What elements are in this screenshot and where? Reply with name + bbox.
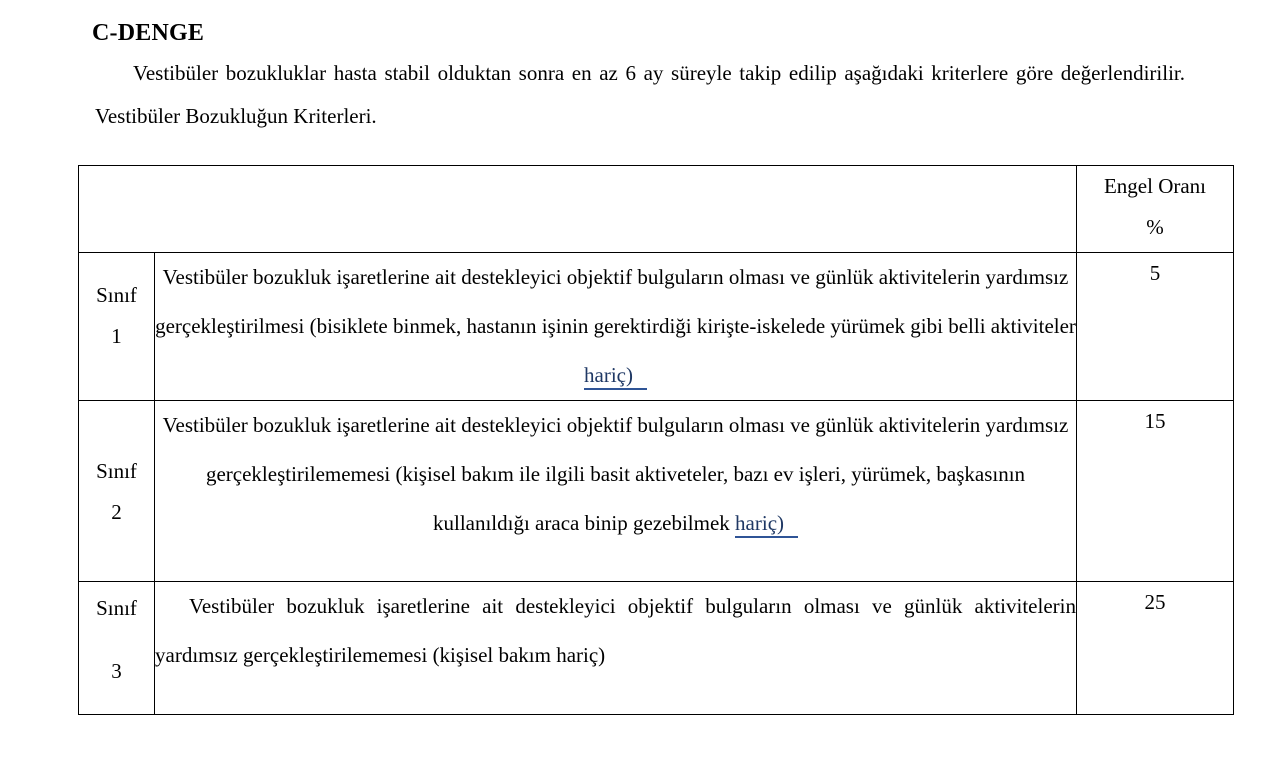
description-text: Vestibüler bozukluk işaretlerine ait destekleyici objektif bulguların olması ve günlük aktivitelerin yardımsız gerçekleştirilememesi (kişisel bakım hariç) [155,594,1076,667]
description-cell-3 [155,582,1077,715]
description-cell-2 [155,401,1077,582]
section-heading: C-DENGE [92,20,205,46]
table-row [79,253,1234,401]
rate-cell-1: 5 [1077,253,1234,401]
header-rate-label: Engel Oranı [1103,174,1207,198]
criteria-table [78,165,1234,715]
description-text: Vestibüler bozukluk işaretlerine ait destekleyici objektif bulguların olması ve günlük aktivitelerin yardımsız gerçekleştirilememesi (kişisel bakım ile ilgili basit aktiveteler, bazı ev işleri, yürümek, başkasının kullanıldığı araca binip gezebilmek [162,413,1069,535]
class-cell-1 [79,253,155,401]
table-row [79,582,1234,715]
header-rate-unit: % [1146,215,1164,239]
rate-cell-2: 15 [1077,401,1234,582]
class-number: 3 [111,659,122,683]
marked-term[interactable]: hariç) [584,363,647,390]
description-cell-1 [155,253,1077,401]
intro-paragraph [95,52,1185,138]
class-number: 2 [111,500,122,524]
class-word: Sınıf [96,283,137,307]
header-rate-cell [1077,166,1234,253]
header-blank-cell [79,166,1077,253]
table-row [79,401,1234,582]
intro-line-1: Vestibüler bozukluklar hasta stabil olduktan sonra en az 6 ay süreyle takip edilip aşağıdaki [133,61,924,85]
intro-line-2: kriterlere göre değerlendirilir. Vestibüler Bozukluğun Kriterleri. [95,61,1185,128]
rate-cell-3: 25 [1077,582,1234,715]
class-word: Sınıf [96,596,137,620]
class-cell-3 [79,582,155,715]
class-cell-2 [79,401,155,582]
marked-term[interactable]: hariç) [735,511,798,538]
description-text: Vestibüler bozukluk işaretlerine ait destekleyici objektif bulguların olması ve günlük aktivitelerin yardımsız gerçekleştirilmesi (bisiklete binmek, hastanın işinin gerektirdiği kirişte-iskelede yürümek gibi belli aktiviteler [155,265,1076,338]
table-header-row [79,166,1234,253]
class-number: 1 [111,324,122,348]
class-word: Sınıf [96,459,137,483]
